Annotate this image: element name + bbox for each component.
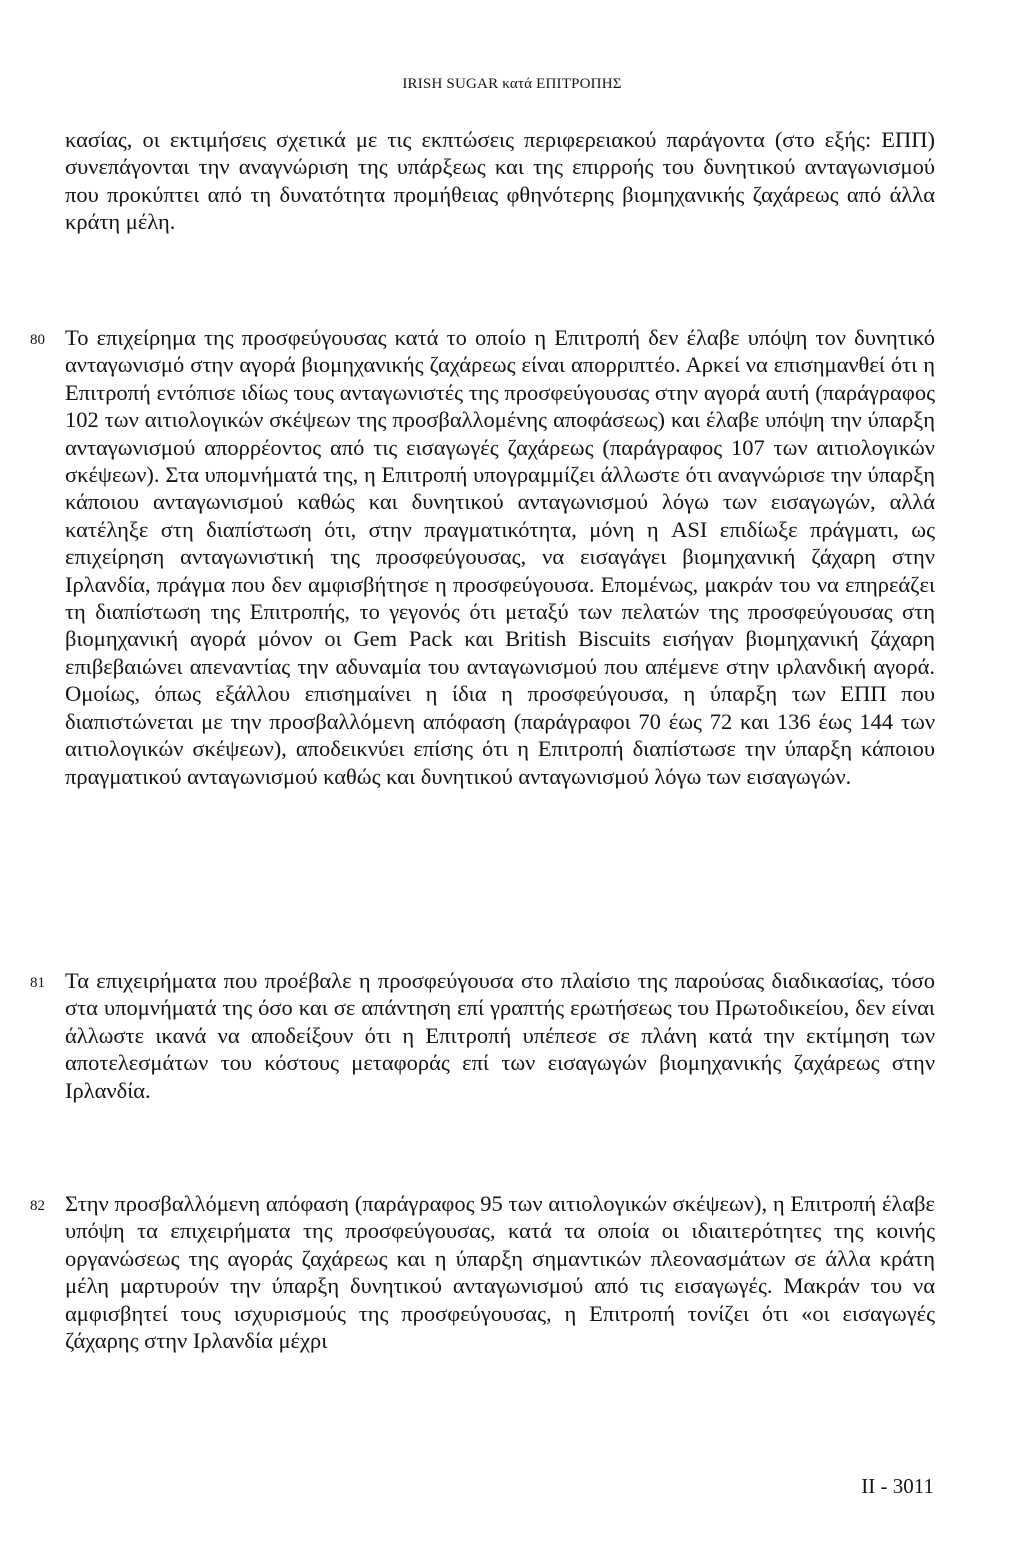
running-header: IRISH SUGAR κατά ΕΠΙΤΡΟΠΗΣ bbox=[402, 76, 622, 92]
page-number: II - 3011 bbox=[861, 1474, 934, 1498]
paragraph-80: Το επιχείρημα της προσφεύγουσας κατά το οποίο η Επιτροπή δεν έλαβε υπόψη τον δυνητικό ανταγωνισμό στην αγορά βιομηχανικής ζαχάρεως είναι απορριπτέο. Αρκεί να επισημανθεί ότι η Επιτροπή εντόπισε ιδίως τους ανταγωνιστές της προσφεύγουσας στην αγορά αυτή (παράγραφος 102 των αιτιολογικών σκέψεων της προσβαλλομένης αποφάσεως) και έλαβε υπόψη την ύπαρξη ανταγωνισμού απορρέοντος από τις εισαγωγές ζαχάρεως (παράγραφος 107 των αιτιολογικών σκέψεων). Στα υπομνήματά της, η Επιτροπή υπογραμμίζει άλλωστε ότι αναγνώρισε την ύπαρξη κάποιου ανταγωνισμού καθώς και δυνητικού ανταγωνισμού λόγω των εισαγωγών, αλλά κατέληξε στη διαπίστωση ότι, στην πραγματικότητα, μόνη η ASI επιδίωξε πράγματι, ως επιχείρηση ανταγωνιστική της προσφεύγουσας, να εισαγάγει βιομηχανική ζάχαρη στην Ιρλανδία, πράγμα που δεν αμφισβήτησε η προσφεύγουσα. Επομένως, μακράν του να επηρεάζει τη διαπίστωση της Επιτροπής, το γεγονός ότι μεταξύ των πελατών της προσφεύγουσας στη βιομηχανική αγορά μόνον οι Gem Pack και British Biscuits εισήγαν βιομηχανική ζάχαρη επιβεβαιώνει απεναντίας την αδυναμία του ανταγωνισμού που απέμενε στην ιρλανδική αγορά. Ομοίως, όπως εξάλλου επισημαίνει η ίδια η προσφεύγουσα, η ύπαρξη των ΕΠΠ που διαπιστώνεται με την προσβαλλόμενη απόφαση (παράγραφοι 70 έως 72 και 136 έως 144 των αιτιολογικών σκέψεων), αποδεικνύει επίσης ότι η Επιτροπή διαπίστωσε την ύπαρξη κάποιου πραγματικού ανταγωνισμού καθώς και δυνητικού ανταγωνισμού λόγω των εισαγωγών. bbox=[65, 325, 935, 789]
paragraph-82: Στην προσβαλλόμενη απόφαση (παράγραφος 95 των αιτιολογικών σκέψεων), η Επιτροπή έλαβε υπόψη τα επιχειρήματα της προσφεύγουσας, κατά τα οποία οι ιδιαιτερότητες της κοινής οργανώσεως της αγοράς ζαχάρεως και η ύπαρξη σημαντικών πλεονασμάτων σε άλλα κράτη μέλη μαρτυρούν την ύπαρξη δυνητικού ανταγωνισμού από τις εισαγωγές. Μακράν του να αμφισβητεί τους ισχυρισμούς της προσφεύγουσας, η Επιτροπή τονίζει ότι «οι εισαγωγές ζάχαρης στην Ιρλανδία μέχρι bbox=[65, 1191, 935, 1354]
paragraph-number-82: 82 bbox=[30, 1198, 45, 1214]
paragraph-number-80: 80 bbox=[30, 332, 45, 348]
paragraph-81: Τα επιχειρήματα που προέβαλε η προσφεύγουσα στο πλαίσιο της παρούσας διαδικασίας, τόσο στα υπομνήματά της όσο και σε απάντηση επί γραπτής ερωτήσεως του Πρωτοδικείου, δεν είναι άλλωστε ικανά να αποδείξουν ότι η Επιτροπή υπέπεσε σε πλάνη κατά την εκτίμηση των αποτελεσμάτων του κόστους μεταφοράς επί των εισαγωγών βιομηχανικής ζαχάρεως στην Ιρλανδία. bbox=[65, 968, 935, 1103]
paragraph-number-81: 81 bbox=[30, 975, 45, 991]
paragraph-continuation: κασίας, οι εκτιμήσεις σχετικά με τις εκπτώσεις περιφερειακού παράγοντα (στο εξής: ΕΠΠ) συνεπάγονται την αναγνώριση της υπάρξεως και της επιρροής του δυνητικού ανταγωνισμού που προκύπτει από τη δυνατότητα προμήθειας φθηνότερης βιομηχανικής ζαχάρεως από άλλα κράτη μέλη. bbox=[65, 127, 935, 235]
